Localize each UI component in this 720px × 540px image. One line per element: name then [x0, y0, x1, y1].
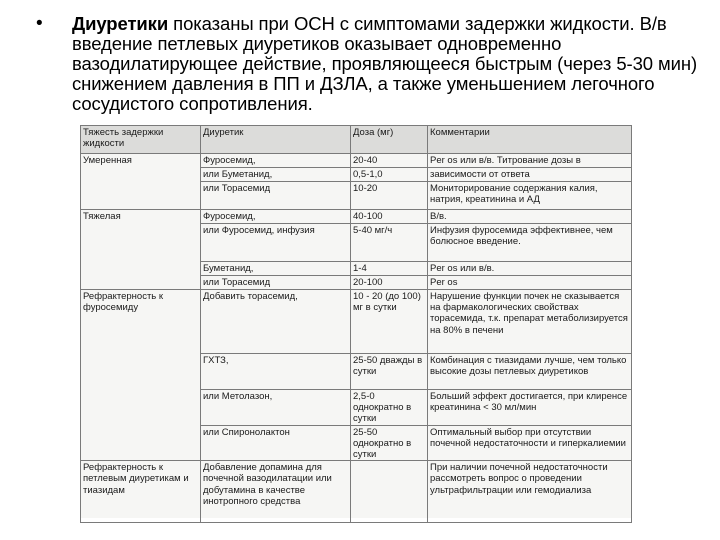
dose-cell: 20-40	[351, 154, 428, 168]
severity-cell	[81, 262, 201, 276]
diuretic-cell: Буметанид,	[201, 262, 351, 276]
table-row	[81, 154, 632, 168]
severity-cell: Рефрактерность к петлевым диуретикам и тиазидам	[81, 461, 201, 523]
diuretic-cell: или Торасемид	[201, 276, 351, 290]
table-header-row	[81, 126, 632, 154]
comment-cell: Нарушение функции почек не сказывается на фармакологических свойствах торасемида, т.к. препарат метаболизируется на 80% в печени	[428, 290, 632, 354]
dose-cell: 0,5-1,0	[351, 168, 428, 182]
comment-cell: Мониторирование содержания калия, натрия, креатинина и АД	[428, 182, 632, 210]
dose-cell: 10 - 20 (до 100) мг в сутки	[351, 290, 428, 354]
severity-cell: Рефрактерность к фуросемиду	[81, 290, 201, 354]
diuretics-table	[80, 125, 632, 523]
bullet-paragraph	[36, 14, 708, 114]
severity-cell: Умеренная	[81, 154, 201, 168]
table-header-cell: Комментарии	[428, 126, 632, 154]
comment-cell: Per os или в/в.	[428, 262, 632, 276]
diuretic-cell: или Торасемид	[201, 182, 351, 210]
table-row	[81, 390, 632, 426]
diuretic-cell: Добавить торасемид,	[201, 290, 351, 354]
table-row	[81, 354, 632, 390]
severity-cell	[81, 425, 201, 461]
severity-cell	[81, 224, 201, 262]
dose-cell: 25-50 однократно в сутки	[351, 425, 428, 461]
table-row	[81, 276, 632, 290]
severity-cell	[81, 276, 201, 290]
comment-cell: Per os или в/в. Титрование дозы в	[428, 154, 632, 168]
dose-cell: 1-4	[351, 262, 428, 276]
table-row	[81, 182, 632, 210]
table-row	[81, 210, 632, 224]
table-header-cell: Диуретик	[201, 126, 351, 154]
table-row	[81, 168, 632, 182]
dose-cell: 2,5-0 однократно в сутки	[351, 390, 428, 426]
diuretic-cell: или Спиронолактон	[201, 425, 351, 461]
table-header-cell: Тяжесть задержки жидкости	[81, 126, 201, 154]
table-row	[81, 224, 632, 262]
severity-cell	[81, 390, 201, 426]
bullet-text	[72, 14, 708, 114]
severity-cell: Тяжелая	[81, 210, 201, 224]
diuretic-cell: Добавление допамина для почечной вазодилатации или добутамина в качестве инотропного средства	[201, 461, 351, 523]
comment-cell: В/в.	[428, 210, 632, 224]
diuretic-cell: или Метолазон,	[201, 390, 351, 426]
severity-cell	[81, 354, 201, 390]
table-row	[81, 425, 632, 461]
dose-cell: 25-50 дважды в сутки	[351, 354, 428, 390]
diuretic-cell: или Буметанид,	[201, 168, 351, 182]
dose-cell: 5-40 мг/ч	[351, 224, 428, 262]
table-row	[81, 262, 632, 276]
dose-cell: 40-100	[351, 210, 428, 224]
diuretic-cell: Фуросемид,	[201, 210, 351, 224]
diuretic-cell: или Фуросемид, инфузия	[201, 224, 351, 262]
severity-cell	[81, 182, 201, 210]
comment-cell: При наличии почечной недостаточности рассмотреть вопрос о проведении ультрафильтрации или гемодиализа	[428, 461, 632, 523]
table-header-cell: Доза (мг)	[351, 126, 428, 154]
diuretics-table-container	[80, 125, 631, 518]
table-row	[81, 290, 632, 354]
bullet-body: показаны при ОСН с симптомами задержки жидкости. В/в введение петлевых диуретиков оказывает одновременно вазодилатирующее действие, проявляющееся быстрым (через 5-30 мин) снижением давления в ПП и ДЗЛА, а также уменьшением легочного сосудистого сопротивления.	[72, 13, 698, 114]
comment-cell: Per os	[428, 276, 632, 290]
comment-cell: Комбинация с тиазидами лучше, чем только высокие дозы петлевых диуретиков	[428, 354, 632, 390]
dose-cell: 20-100	[351, 276, 428, 290]
comment-cell: Инфузия фуросемида эффективнее, чем болюсное введение.	[428, 224, 632, 262]
bullet-marker: •	[36, 13, 43, 34]
diuretic-cell: ГХТЗ,	[201, 354, 351, 390]
dose-cell	[351, 461, 428, 523]
diuretic-cell: Фуросемид,	[201, 154, 351, 168]
table-row	[81, 461, 632, 523]
bullet-lead-term: Диуретики	[72, 13, 169, 34]
severity-cell	[81, 168, 201, 182]
comment-cell: Оптимальный выбор при отсутствии почечной недостаточности и гиперкалиемии	[428, 425, 632, 461]
comment-cell: Больший эффект достигается, при клиренсе креатинина < 30 мл/мин	[428, 390, 632, 426]
dose-cell: 10-20	[351, 182, 428, 210]
comment-cell: зависимости от ответа	[428, 168, 632, 182]
